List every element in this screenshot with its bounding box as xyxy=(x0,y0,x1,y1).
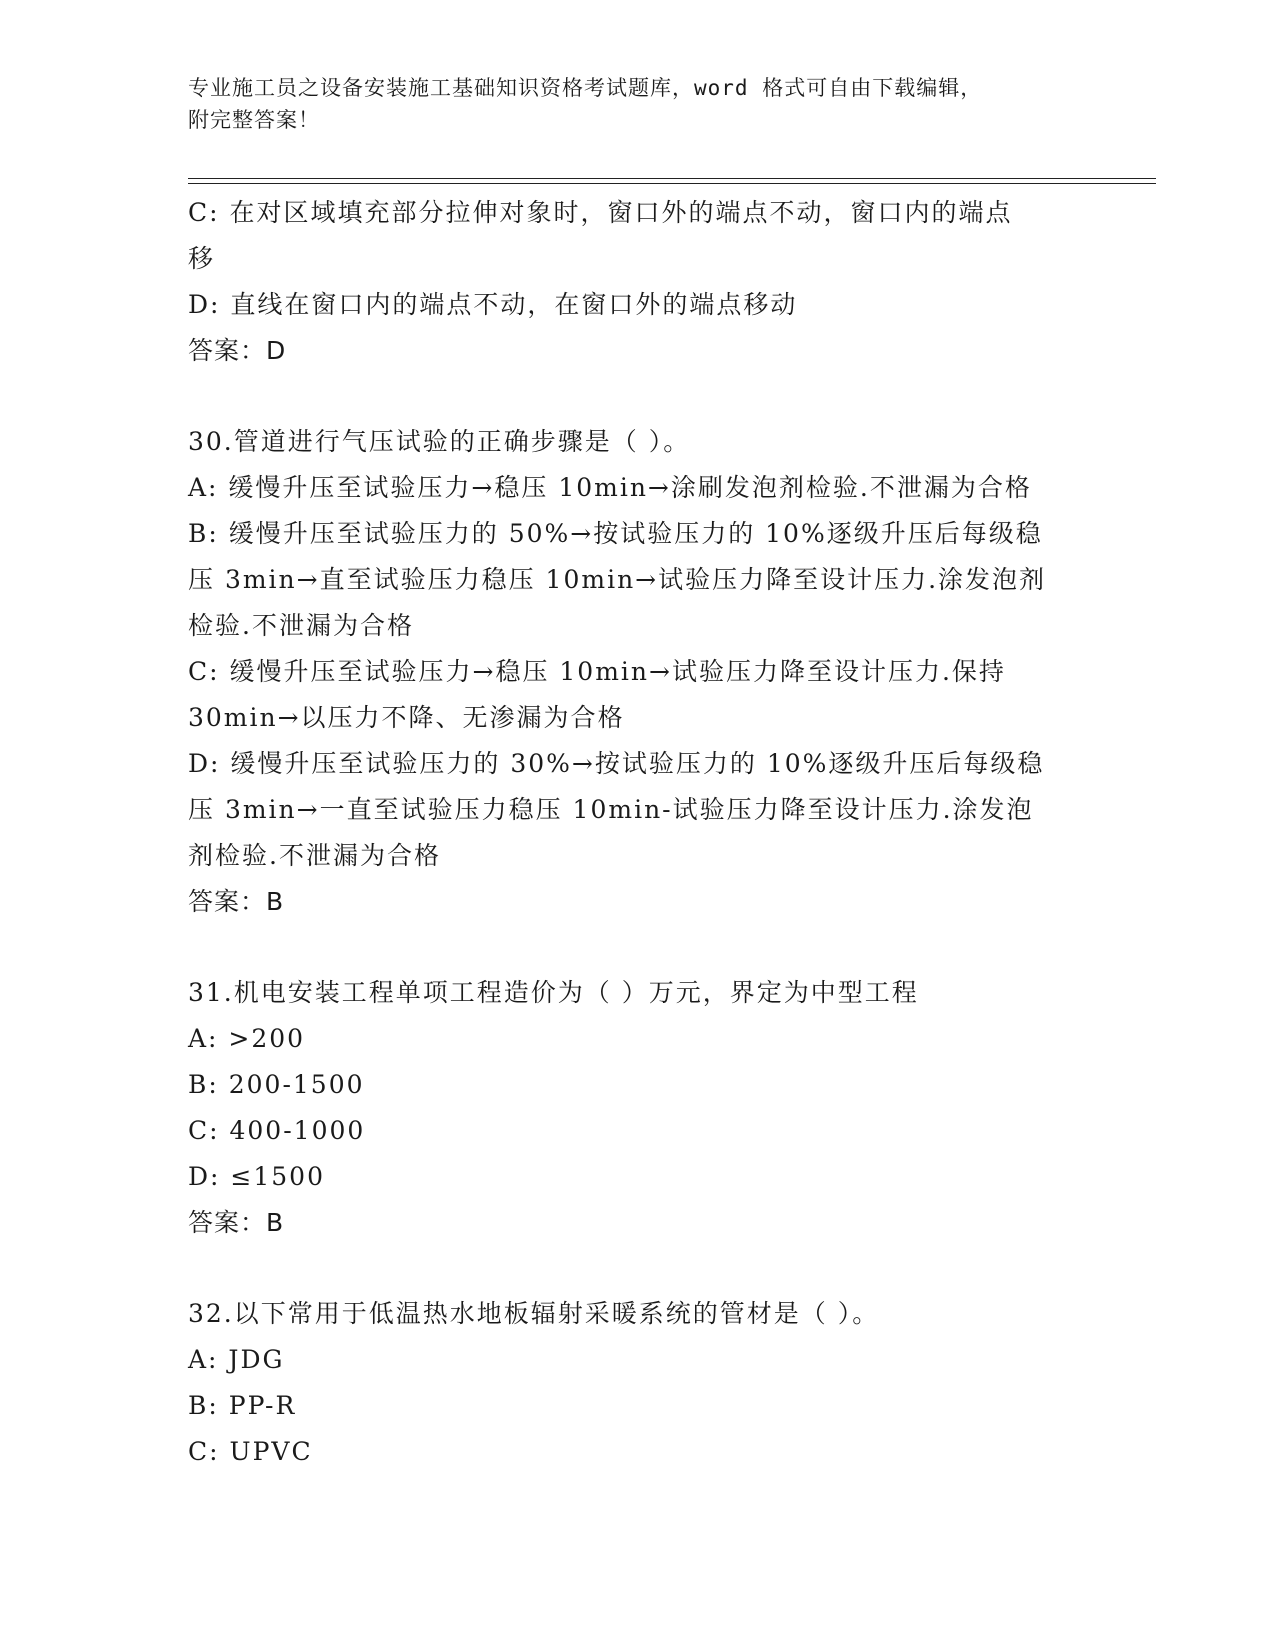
header-divider-top xyxy=(188,178,1156,179)
option-b-line-2: 压 3min→直至试验压力稳压 10min→试验压力降至设计压力.涂发泡剂 xyxy=(188,565,1047,594)
option-c: C: UPVC xyxy=(188,1437,313,1466)
header-divider-bottom xyxy=(188,183,1156,184)
option-b-line-3: 检验.不泄漏为合格 xyxy=(188,611,414,640)
answer: 答案：B xyxy=(188,887,285,916)
option-a: A: JDG xyxy=(188,1345,285,1374)
option-d: D: ≤1500 xyxy=(188,1162,325,1191)
option-c-line-1: C: 在对区域填充部分拉伸对象时，窗口外的端点不动，窗口内的端点 xyxy=(188,198,1013,227)
option-b: B: PP-R xyxy=(188,1391,297,1420)
document-header xyxy=(188,72,1088,136)
question-text: 31.机电安装工程单项工程造价为（ ）万元，界定为中型工程 xyxy=(188,978,919,1007)
question-31 xyxy=(188,970,1088,1246)
option-c-line-2: 30min→以压力不降、无渗漏为合格 xyxy=(188,703,625,732)
option-d: D: 直线在窗口内的端点不动，在窗口外的端点移动 xyxy=(188,290,798,319)
answer: 答案：D xyxy=(188,336,287,365)
question-30 xyxy=(188,419,1088,925)
option-c-line-2: 移 xyxy=(188,244,216,273)
question-text: 32.以下常用于低温热水地板辐射采暖系统的管材是（ ）。 xyxy=(188,1299,880,1328)
option-c: C: 400-1000 xyxy=(188,1116,366,1145)
header-line-2: 附完整答案！ xyxy=(188,108,320,132)
question-list xyxy=(188,190,1088,1475)
option-d-line-3: 剂检验.不泄漏为合格 xyxy=(188,841,441,870)
option-c-line-1: C: 缓慢升压至试验压力→稳压 10min→试验压力降至设计压力.保持 xyxy=(188,657,1006,686)
question-32 xyxy=(188,1291,1088,1475)
option-b: B: 200-1500 xyxy=(188,1070,365,1099)
option-a: A: >200 xyxy=(188,1024,306,1053)
option-d-line-2: 压 3min→一直至试验压力稳压 10min-试验压力降至设计压力.涂发泡 xyxy=(188,795,1034,824)
header-line-1: 专业施工员之设备安装施工基础知识资格考试题库，word 格式可自由下载编辑， xyxy=(188,76,983,100)
question-29-tail xyxy=(188,190,1088,374)
option-d-line-1: D: 缓慢升压至试验压力的 30%→按试验压力的 10%逐级升压后每级稳 xyxy=(188,749,1045,778)
option-b-line-1: B: 缓慢升压至试验压力的 50%→按试验压力的 10%逐级升压后每级稳 xyxy=(188,519,1043,548)
option-a: A: 缓慢升压至试验压力→稳压 10min→涂刷发泡剂检验.不泄漏为合格 xyxy=(188,473,1032,502)
question-text: 30.管道进行气压试验的正确步骤是（ ）。 xyxy=(188,427,691,456)
answer: 答案：B xyxy=(188,1208,285,1237)
